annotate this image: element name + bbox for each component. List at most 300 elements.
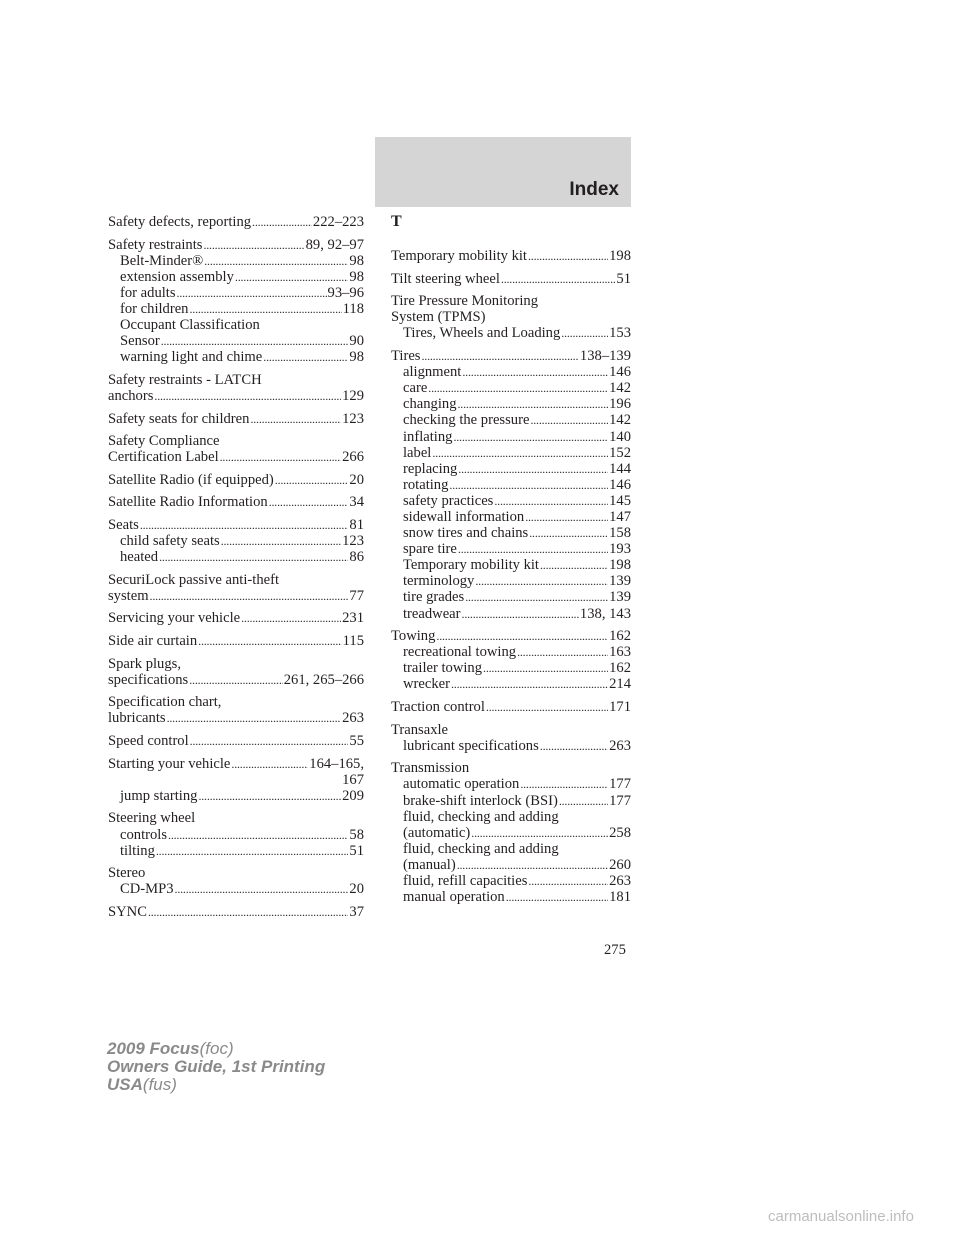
dot-leader	[263, 349, 348, 365]
index-entry	[108, 433, 364, 465]
dot-leader	[520, 776, 608, 792]
dot-leader	[190, 733, 349, 749]
index-entry	[108, 472, 364, 488]
dot-leader	[517, 644, 608, 660]
entry-page-ref: 51	[349, 842, 364, 859]
entry-page-ref: 142	[609, 412, 631, 429]
entry-term: recreational towing	[403, 644, 517, 661]
index-subentry	[391, 738, 631, 754]
entry-page-ref: 129	[342, 387, 364, 404]
entry-page-ref: 158	[609, 525, 631, 542]
index-entry-line	[108, 472, 364, 488]
entry-term: rotating	[403, 476, 449, 493]
entry-term: label	[403, 444, 432, 461]
index-subentry	[391, 676, 631, 692]
entry-page-ref: 118	[342, 300, 364, 317]
index-subentry	[108, 253, 364, 269]
index-subentry	[391, 857, 631, 873]
index-subentry	[391, 644, 631, 660]
dot-leader	[483, 660, 608, 676]
entry-page-ref: 263	[342, 710, 364, 727]
index-entry	[391, 722, 631, 754]
entry-term: for adults	[120, 284, 176, 301]
entry-page-ref: 263	[609, 872, 631, 889]
entry-page-ref: 98	[349, 268, 364, 285]
entry-page-ref: 162	[609, 628, 631, 645]
entry-page-ref: 55	[349, 733, 364, 750]
entry-term: replacing	[403, 460, 458, 477]
dot-leader	[530, 412, 608, 428]
dot-leader	[198, 633, 341, 649]
entry-page-ref: 152	[609, 444, 631, 461]
dot-leader	[458, 541, 608, 557]
index-entry	[108, 214, 364, 230]
entry-term: care	[403, 380, 428, 397]
entry-page-ref: 177	[609, 792, 631, 809]
entry-term: alignment	[403, 364, 462, 381]
entry-term: system	[108, 587, 149, 604]
section-letter: T	[391, 213, 402, 230]
entry-term: Safety Compliance	[108, 433, 220, 450]
entry-term: heated	[120, 549, 159, 566]
index-entry-line	[391, 309, 631, 325]
entry-term: Safety restraints	[108, 236, 203, 253]
watermark: carmanualsonline.info	[768, 1208, 914, 1225]
dot-leader	[486, 699, 608, 715]
dot-leader	[220, 449, 341, 465]
index-entry	[108, 865, 364, 897]
entry-term: checking the pressure	[403, 412, 530, 429]
entry-term: Speed control	[108, 733, 189, 750]
index-entry-line	[108, 733, 364, 749]
index-entry	[391, 348, 631, 622]
entry-page-ref: 77	[349, 587, 364, 604]
entry-page-ref: 266	[342, 449, 364, 466]
index-subentry	[391, 493, 631, 509]
entry-term: fluid, checking and adding	[403, 808, 559, 825]
index-entry	[108, 656, 364, 688]
dot-leader	[159, 549, 348, 565]
index-entry-line	[108, 772, 364, 788]
index-subentry	[391, 364, 631, 380]
index-entry-line	[108, 810, 364, 826]
entry-page-ref: 193	[609, 541, 631, 558]
dot-leader	[269, 494, 349, 510]
entry-page-ref: 263	[609, 737, 631, 754]
dot-leader	[465, 589, 608, 605]
index-subentry	[108, 881, 364, 897]
index-entry-line	[108, 710, 364, 726]
entry-page-ref: 89, 92–97	[305, 236, 364, 253]
dot-leader	[475, 573, 608, 589]
index-entry	[108, 694, 364, 726]
entry-page-ref: 145	[609, 492, 631, 509]
entry-page-ref: 144	[609, 460, 631, 477]
index-column-left	[108, 214, 364, 926]
dot-leader	[421, 348, 578, 364]
entry-page-ref: 231	[342, 610, 364, 627]
entry-page-ref: 146	[609, 476, 631, 493]
entry-term: terminology	[403, 573, 475, 590]
entry-page-ref: 142	[609, 380, 631, 397]
dot-leader	[529, 525, 608, 541]
index-entry-line	[108, 672, 364, 688]
entry-page-ref: 37	[349, 903, 364, 920]
index-entry-line	[108, 694, 364, 710]
index-entry-line	[108, 214, 364, 230]
entry-page-ref: 198	[609, 557, 631, 574]
entry-term: Certification Label	[108, 449, 219, 466]
index-entry	[391, 760, 631, 905]
index-entry-line	[108, 904, 364, 920]
entry-page-ref: 138–139	[579, 348, 631, 365]
entry-page-ref: 86	[349, 549, 364, 566]
index-entry-line	[108, 411, 364, 427]
entry-term: Traction control	[391, 699, 485, 716]
entry-page-ref: 20	[349, 471, 364, 488]
entry-page-ref: 34	[349, 494, 364, 511]
index-subentry	[391, 557, 631, 573]
index-subentry	[391, 461, 631, 477]
footer-model: 2009 Focus	[107, 1039, 200, 1058]
entry-term: fluid, checking and adding	[403, 840, 559, 857]
entry-term: snow tires and chains	[403, 525, 529, 542]
entry-term: anchors	[108, 387, 154, 404]
entry-term: Tires, Wheels and Loading	[403, 325, 561, 342]
entry-term: Satellite Radio (if equipped)	[108, 471, 274, 488]
index-entry	[391, 248, 631, 264]
entry-term: tilting	[120, 842, 155, 859]
index-entry	[391, 699, 631, 715]
dot-leader	[462, 606, 579, 622]
index-subentry	[391, 809, 631, 825]
dot-leader	[189, 672, 282, 688]
dot-leader	[189, 301, 341, 317]
entry-term: child safety seats	[120, 533, 220, 550]
entry-page-ref: 90	[349, 333, 364, 350]
entry-page-ref: 162	[609, 660, 631, 677]
dot-leader	[148, 904, 348, 920]
index-entry-line	[108, 756, 364, 772]
dot-leader	[175, 881, 349, 897]
index-entry-line	[391, 248, 631, 264]
entry-term: SYNC	[108, 903, 147, 920]
index-entry	[108, 494, 364, 510]
entry-term: fluid, refill capacities	[403, 872, 528, 889]
entry-term: SecuriLock passive anti-theft	[108, 571, 280, 588]
index-entry-line	[108, 610, 364, 626]
entry-term: extension assembly	[120, 268, 234, 285]
index-subentry	[391, 606, 631, 622]
entry-page-ref: 98	[349, 252, 364, 269]
entry-term: Steering wheel	[108, 810, 196, 827]
entry-term: Specification chart,	[108, 694, 222, 711]
entry-term: Servicing your vehicle	[108, 610, 241, 627]
entry-term: wrecker	[403, 676, 450, 693]
entry-term: Spark plugs,	[108, 655, 181, 672]
entry-term: Safety seats for children	[108, 410, 250, 427]
dot-leader	[462, 364, 608, 380]
entry-page-ref: 163	[609, 644, 631, 661]
index-subentry	[391, 825, 631, 841]
dot-leader	[250, 411, 341, 427]
entry-page-ref: 139	[609, 573, 631, 590]
entry-term: Side air curtain	[108, 633, 198, 650]
entry-page-ref: 146	[609, 364, 631, 381]
entry-page-ref: 140	[609, 428, 631, 445]
index-subentry	[391, 841, 631, 857]
index-subentry	[391, 589, 631, 605]
index-entry-line	[391, 293, 631, 309]
index-entry	[391, 293, 631, 341]
index-entry-line	[108, 865, 364, 881]
index-entry	[108, 517, 364, 565]
entry-term: trailer towing	[403, 660, 483, 677]
entry-term: warning light and chime	[120, 349, 263, 366]
index-entry	[108, 810, 364, 858]
dot-leader	[156, 843, 349, 859]
entry-page-ref: 123	[342, 410, 364, 427]
entry-term: CD-MP3	[120, 881, 174, 898]
index-subentry	[391, 889, 631, 905]
index-subentry	[391, 509, 631, 525]
dot-leader	[177, 285, 327, 301]
index-entry-line	[391, 760, 631, 776]
index-entry	[108, 733, 364, 749]
index-entry	[108, 237, 364, 366]
dot-leader	[140, 517, 349, 533]
entry-term: (automatic)	[403, 824, 471, 841]
dot-leader	[168, 827, 348, 843]
entry-term: treadwear	[403, 605, 461, 622]
index-entry	[391, 271, 631, 287]
index-entry-line	[391, 348, 631, 364]
dot-leader	[540, 738, 608, 754]
entry-page-ref: 98	[349, 349, 364, 366]
entry-term: (manual)	[403, 856, 456, 873]
index-entry-line	[108, 633, 364, 649]
entry-term: Transaxle	[391, 721, 449, 738]
dot-leader	[528, 248, 608, 264]
entry-page-ref: 147	[609, 509, 631, 525]
index-subentry	[391, 477, 631, 493]
entry-page-ref: 93–96	[327, 284, 364, 301]
entry-term: manual operation	[403, 889, 505, 906]
entry-page-ref: 177	[609, 776, 631, 793]
index-entry-line	[391, 628, 631, 644]
index-entry-line	[108, 237, 364, 253]
entry-page-ref: 51	[616, 270, 631, 287]
index-entry	[108, 756, 364, 804]
index-entry-line	[108, 517, 364, 533]
index-subentry	[391, 412, 631, 428]
entry-page-ref: 58	[349, 826, 364, 843]
entry-term: Sensor	[120, 333, 160, 350]
dot-leader	[167, 710, 342, 726]
index-entry-line	[108, 433, 364, 449]
entry-term: Tilt steering wheel	[391, 270, 500, 287]
entry-term: Satellite Radio Information	[108, 494, 268, 511]
index-subentry	[391, 776, 631, 792]
entry-page-ref: 209	[342, 787, 364, 804]
index-subentry	[108, 843, 364, 859]
dot-leader	[161, 333, 349, 349]
index-column-right	[391, 214, 631, 912]
entry-term: Belt-Minder®	[120, 252, 204, 269]
entry-page-ref: 164–165,	[309, 755, 364, 772]
document-footer	[107, 1040, 325, 1094]
dot-leader	[436, 628, 608, 644]
entry-term: Stereo	[108, 865, 146, 882]
dot-leader	[235, 269, 349, 285]
index-entry-line	[108, 372, 364, 388]
footer-market-code: (fus)	[142, 1075, 177, 1094]
index-entry	[108, 633, 364, 649]
entry-page-ref: 139	[609, 589, 631, 606]
index-entry	[108, 411, 364, 427]
entry-term: Temporary mobility kit	[391, 248, 527, 265]
index-entry	[108, 372, 364, 404]
dot-leader	[501, 271, 616, 287]
entry-page-ref: 123	[342, 533, 364, 550]
index-subentry	[391, 541, 631, 557]
dot-leader	[506, 889, 608, 905]
index-entry-line	[108, 588, 364, 604]
entry-term: Tire Pressure Monitoring	[391, 293, 539, 310]
entry-term: Safety restraints - LATCH	[108, 371, 262, 388]
entry-term: lubricant specifications	[403, 737, 539, 754]
index-subentry	[108, 333, 364, 349]
index-entry-line	[391, 271, 631, 287]
index-subentry	[108, 269, 364, 285]
index-entry	[108, 904, 364, 920]
entry-term: lubricants	[108, 710, 166, 727]
dot-leader	[494, 493, 608, 509]
dot-leader	[471, 825, 608, 841]
dot-leader	[453, 429, 608, 445]
entry-page-ref: 171	[609, 699, 631, 716]
entry-page-ref: 167	[342, 771, 364, 788]
index-subentry	[108, 533, 364, 549]
entry-term: Seats	[108, 517, 139, 533]
entry-term: spare tire	[403, 541, 457, 558]
entry-term: controls	[120, 826, 168, 843]
dot-leader	[154, 388, 341, 404]
index-subentry	[108, 549, 364, 565]
entry-page-ref: 196	[609, 396, 631, 413]
index-subentry	[108, 301, 364, 317]
entry-page-ref: 115	[342, 633, 364, 650]
entry-term: Safety defects, reporting	[108, 214, 252, 230]
entry-page-ref: 81	[349, 517, 364, 533]
index-subentry	[391, 660, 631, 676]
entry-term: Occupant Classification	[120, 317, 260, 334]
index-subentry	[108, 349, 364, 365]
dot-leader	[449, 477, 608, 493]
entry-term: Transmission	[391, 760, 470, 777]
dot-leader	[221, 533, 341, 549]
dot-leader	[528, 873, 608, 889]
entry-term: Temporary mobility kit	[403, 557, 539, 574]
index-entry	[108, 610, 364, 626]
index-entry-line	[108, 572, 364, 588]
dot-leader	[561, 325, 608, 341]
index-subentry	[391, 325, 631, 341]
entry-page-ref: 20	[349, 881, 364, 898]
dot-leader	[203, 237, 304, 253]
entry-term: System (TPMS)	[391, 309, 486, 326]
dot-leader	[252, 214, 312, 230]
index-subentry	[391, 429, 631, 445]
entry-term: tire grades	[403, 589, 465, 606]
index-entry-line	[108, 494, 364, 510]
index-subentry	[391, 573, 631, 589]
entry-page-ref: 261, 265–266	[283, 671, 364, 688]
index-entry-line	[391, 699, 631, 715]
index-subentry	[391, 525, 631, 541]
index-entry-line	[391, 722, 631, 738]
entry-term: specifications	[108, 671, 189, 688]
entry-page-ref: 214	[609, 676, 631, 693]
entry-page-ref: 258	[609, 824, 631, 841]
footer-guide: Owners Guide, 1st Printing	[107, 1057, 326, 1076]
index-subentry	[391, 793, 631, 809]
index-entry-line	[108, 656, 364, 672]
dot-leader	[525, 509, 608, 525]
index-subentry	[108, 317, 364, 333]
entry-page-ref: 181	[609, 889, 631, 906]
entry-term: Starting your vehicle	[108, 755, 231, 772]
index-subentry	[108, 827, 364, 843]
index-subentry	[108, 285, 364, 301]
dot-leader	[241, 610, 341, 626]
entry-term: automatic operation	[403, 776, 520, 793]
index-subentry	[391, 380, 631, 396]
footer-market: USA	[107, 1075, 143, 1094]
entry-page-ref: 260	[609, 856, 631, 873]
dot-leader	[458, 396, 609, 412]
dot-leader	[451, 676, 608, 692]
entry-page-ref: 153	[609, 325, 631, 342]
index-entry-line	[108, 388, 364, 404]
entry-page-ref: 138, 143	[579, 605, 631, 622]
dot-leader	[428, 380, 608, 396]
dot-leader	[231, 756, 308, 772]
dot-leader	[198, 788, 341, 804]
index-entry	[108, 572, 364, 604]
entry-term: Towing	[391, 628, 436, 645]
entry-term: for children	[120, 300, 189, 317]
dot-leader	[432, 445, 608, 461]
dot-leader	[540, 557, 608, 573]
page-number: 275	[604, 942, 626, 958]
entry-term: sidewall information	[403, 509, 525, 525]
dot-leader	[275, 472, 349, 488]
entry-page-ref: 222–223	[312, 214, 364, 230]
index-subentry	[108, 788, 364, 804]
entry-term: inflating	[403, 428, 453, 445]
index-entry-line	[108, 449, 364, 465]
index-subentry	[391, 396, 631, 412]
entry-term: jump starting	[120, 787, 198, 804]
entry-term: changing	[403, 396, 457, 413]
dot-leader	[458, 461, 608, 477]
dot-leader	[457, 857, 608, 873]
dot-leader	[150, 588, 349, 604]
dot-leader	[204, 253, 348, 269]
footer-model-code: (foc)	[199, 1039, 234, 1058]
index-entry	[391, 628, 631, 692]
